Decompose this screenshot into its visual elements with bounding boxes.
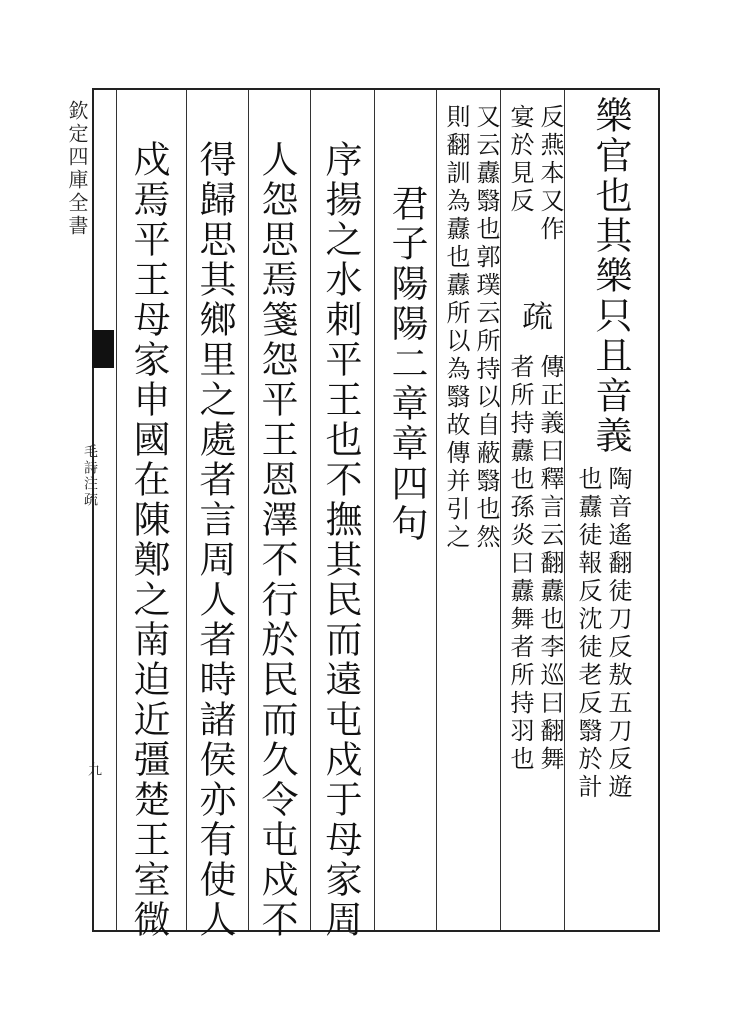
annotation-column-2d: 者所持纛也孫炎曰纛舞者所持羽也 xyxy=(506,354,534,774)
column-divider xyxy=(500,90,501,930)
chapter-count: 君子陽陽二章章四句 xyxy=(385,184,428,544)
text-column-8: 戍焉平王母家申國在陳鄭之南迫近彊楚王室微 xyxy=(127,140,170,940)
column-divider xyxy=(436,90,437,930)
column-divider xyxy=(564,90,565,930)
annotation-column-3b: 則翻訓為纛也纛所以為翳故傳并引之 xyxy=(442,104,470,552)
commentary-marker: 疏 xyxy=(516,300,552,334)
annotation-column-1a: 陶音遙翻徒刀反敖五刀反遊 xyxy=(604,466,632,802)
annotation-column-2c: 傳正義曰釋言云翻纛也李巡曰翻舞 xyxy=(536,354,564,774)
text-column-1: 樂官也其樂只且音義 xyxy=(589,96,632,456)
annotation-column-2a: 反燕本又作 xyxy=(536,104,564,244)
annotation-column-2b: 宴於見反 xyxy=(506,104,534,216)
margin-header: 欽定四庫全書 xyxy=(65,100,89,238)
annotation-column-1b: 也纛徒報反沈徒老反翳於計 xyxy=(574,466,602,802)
text-column-7: 得歸思其鄉里之處者言周人者時諸侯亦有使人 xyxy=(193,140,236,940)
annotation-column-3a: 又云纛翳也郭璞云所持以自蔽翳也然 xyxy=(472,104,500,552)
column-divider xyxy=(248,90,249,930)
column-divider xyxy=(186,90,187,930)
column-divider xyxy=(116,90,117,930)
page-number: 九 xyxy=(86,762,102,776)
text-column-5: 序揚之水刺平王也不撫其民而遠屯戍于母家周 xyxy=(319,140,362,940)
column-divider xyxy=(374,90,375,930)
ink-mark xyxy=(92,330,114,368)
book-title: 毛詩注疏 xyxy=(82,444,98,508)
text-column-6: 人怨思焉箋怨平王恩澤不行於民而久令屯戍不 xyxy=(255,140,298,940)
column-divider xyxy=(310,90,311,930)
